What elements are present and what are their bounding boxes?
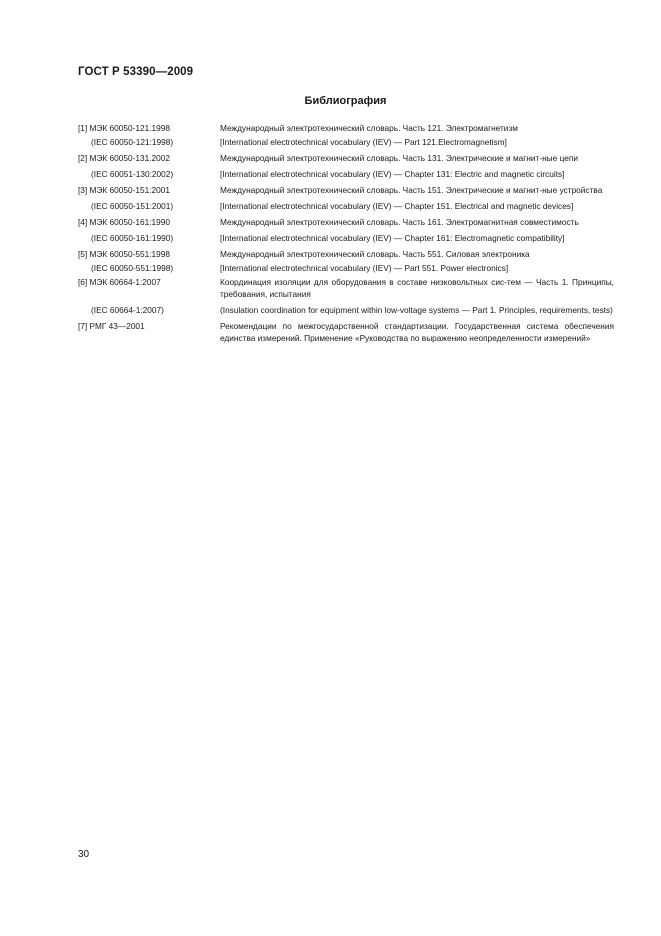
bib-ref: [5] МЭК 60050-551:1998 bbox=[78, 249, 170, 259]
bib-entry-2-ru bbox=[78, 152, 614, 164]
bib-entry-4-intl bbox=[78, 232, 614, 244]
bib-text: Рекомендации по межгосударственной стандартизации. Государственная система обеспечения единства измерений. Применение «Руководства по выражению неопределенности измерений» bbox=[220, 321, 614, 343]
bib-ref: (IEC 60050-161:1990) bbox=[91, 233, 174, 243]
bib-ref: (IEC 60050-551:1998) bbox=[91, 263, 174, 273]
bib-entry-5-intl bbox=[78, 262, 614, 274]
bib-text: [International electrotechnical vocabulary (IEV) — Part 121.Electromagnetism] bbox=[220, 137, 507, 147]
bib-text: [International electrotechnical vocabulary (IEV) — Chapter 151. Electrical and magnetic devices] bbox=[220, 201, 574, 211]
bib-entry-2-intl bbox=[78, 168, 614, 180]
bib-entry-4-ru bbox=[78, 216, 614, 228]
bib-ref: (IEC 60051-130:2002) bbox=[91, 169, 174, 179]
bib-text: [International electrotechnical vocabulary (IEV) — Chapter 131: Electric and magnetic circuits] bbox=[220, 169, 565, 179]
bib-entry-5-ru bbox=[78, 248, 614, 260]
bib-entry-3-ru bbox=[78, 184, 614, 196]
bib-ref: [7] РМГ 43—2001 bbox=[78, 321, 145, 331]
bib-entry-6-intl bbox=[78, 304, 614, 316]
bib-ref: (IEC 60050-151:2001) bbox=[91, 201, 174, 211]
bib-text: Международный электротехнический словарь. Часть 121. Электромагнетизм bbox=[220, 123, 518, 133]
bib-text: Международный электротехнический словарь. Часть 551. Силовая электроника bbox=[220, 249, 530, 259]
bib-ref: (IEC 60050-121:1998) bbox=[91, 137, 174, 147]
bib-ref: [3] МЭК 60050-151:2001 bbox=[78, 185, 170, 195]
bib-text: Международный электротехнический словарь. Часть 131. Электрические и магнит-ные цепи bbox=[220, 153, 578, 163]
bib-text: (Insulation coordination for equipment within low-voltage systems — Part 1. Principles, requirements, tests) bbox=[220, 305, 613, 315]
bib-text: Международный электротехнический словарь. Часть 151. Электрические и магнит-ные устройства bbox=[220, 185, 603, 195]
bib-entry-3-intl bbox=[78, 200, 614, 212]
bib-entry-7-ru bbox=[78, 320, 614, 344]
bib-entry-1-ru bbox=[78, 122, 614, 134]
bibliography-list bbox=[78, 122, 614, 344]
document-standard-number: ГОСТ Р 53390—2009 bbox=[78, 66, 194, 78]
bib-text: [International electrotechnical vocabulary (IEV) — Part 551. Power electronics] bbox=[220, 263, 509, 273]
bib-ref: [2] МЭК 60050-131.2002 bbox=[78, 153, 170, 163]
bib-ref: [6] МЭК 60664-1:2007 bbox=[78, 277, 161, 287]
page-number: 30 bbox=[78, 849, 90, 860]
bib-ref: [4] МЭК 60050-161:1990 bbox=[78, 217, 170, 227]
bib-text: Координация изоляции для оборудования в составе низковольтных сис-тем — Часть 1. Принципы, требования, испытания bbox=[220, 277, 614, 299]
bib-ref: (IEC 60664-1:2007) bbox=[91, 305, 164, 315]
bib-text: Международный электротехнический словарь. Часть 161. Электромагнитная совместимость bbox=[220, 217, 579, 227]
bib-text: [International electrotechnical vocabulary (IEV) — Chapter 161: Electromagnetic compatibility] bbox=[220, 233, 565, 243]
bib-entry-1-intl bbox=[78, 136, 614, 148]
bib-entry-6-ru bbox=[78, 276, 614, 300]
bib-ref: [1] МЭК 60050-121.1998 bbox=[78, 123, 170, 133]
section-title-bibliography: Библиография bbox=[304, 95, 387, 107]
